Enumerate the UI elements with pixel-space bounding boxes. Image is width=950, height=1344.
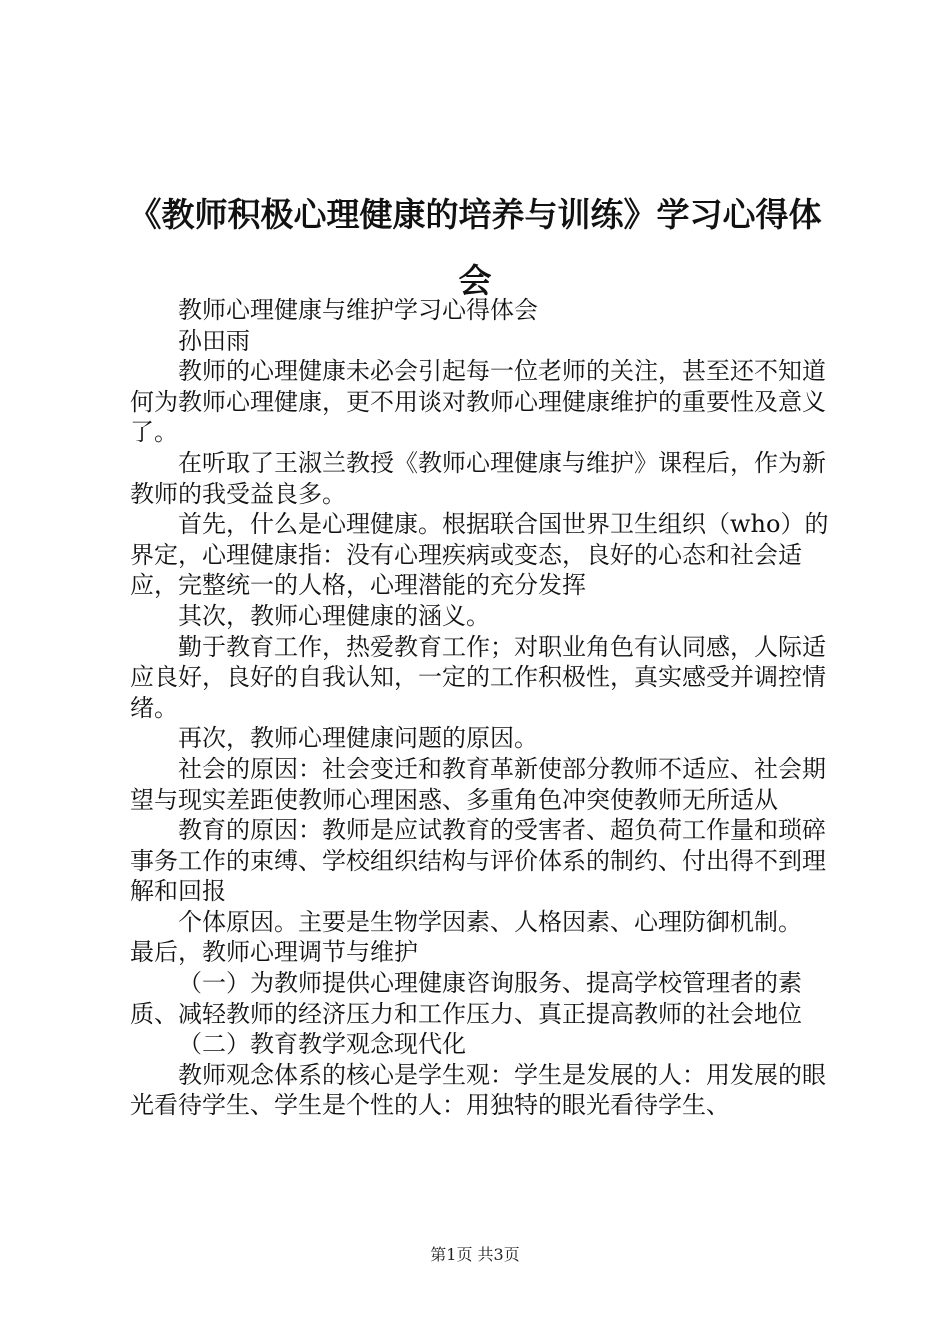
paragraph: 首先，什么是心理健康。根据联合国世界卫生组织（who）的界定，心理健康指：没有心理疾病或变态，良好的心态和社会适应，完整统一的人格，心理潜能的充分发挥	[130, 510, 829, 600]
paragraph: 社会的原因：社会变迁和教育革新使部分教师不适应、社会期望与现实差距使教师心理困惑、多重角色冲突使教师无所适从	[130, 754, 826, 814]
paragraph: 其次，教师心理健康的涵义。	[178, 601, 490, 630]
paragraph: （二）教育教学观念现代化	[178, 1030, 466, 1059]
paragraph: 教育的原因：教师是应试教育的受害者、超负荷工作量和琐碎事务工作的束缚、学校组织结构与评价体系的制约、付出得不到理解和回报	[130, 816, 826, 906]
paragraph: 个体原因。主要是生物学因素、人格因素、心理防御机制。	[178, 907, 802, 936]
document-title: 《教师积极心理健康的培养与训练》学习心得体会	[128, 195, 822, 300]
paragraph: 教师观念体系的核心是学生观：学生是发展的人：用发展的眼光看待学生、学生是个性的人：用独特的眼光看待学生、	[130, 1060, 826, 1120]
paragraph: 再次，教师心理健康问题的原因。	[178, 724, 538, 753]
paragraph: （一）为教师提供心理健康咨询服务、提高学校管理者的素质、减轻教师的经济压力和工作压力、真正提高教师的社会地位	[130, 969, 802, 1028]
page-footer: 第1页 共3页	[430, 1245, 520, 1264]
paragraph: 最后，教师心理调节与维护	[130, 938, 418, 967]
paragraph-subtitle: 教师心理健康与维护学习心得体会	[178, 296, 538, 324]
paragraph-author: 孙田雨	[178, 326, 250, 355]
paragraph: 教师的心理健康未必会引起每一位老师的关注，甚至还不知道何为教师心理健康，更不用谈对教师心理健康维护的重要性及意义了。	[130, 357, 826, 447]
paragraph: 勤于教育工作，热爱教育工作；对职业角色有认同感，人际适应良好，良好的自我认知，一定的工作积极性，真实感受并调控情绪。	[130, 632, 826, 722]
paragraph: 在听取了王淑兰教授《教师心理健康与维护》课程后，作为新教师的我受益良多。	[130, 448, 826, 508]
document-body	[130, 295, 835, 1121]
